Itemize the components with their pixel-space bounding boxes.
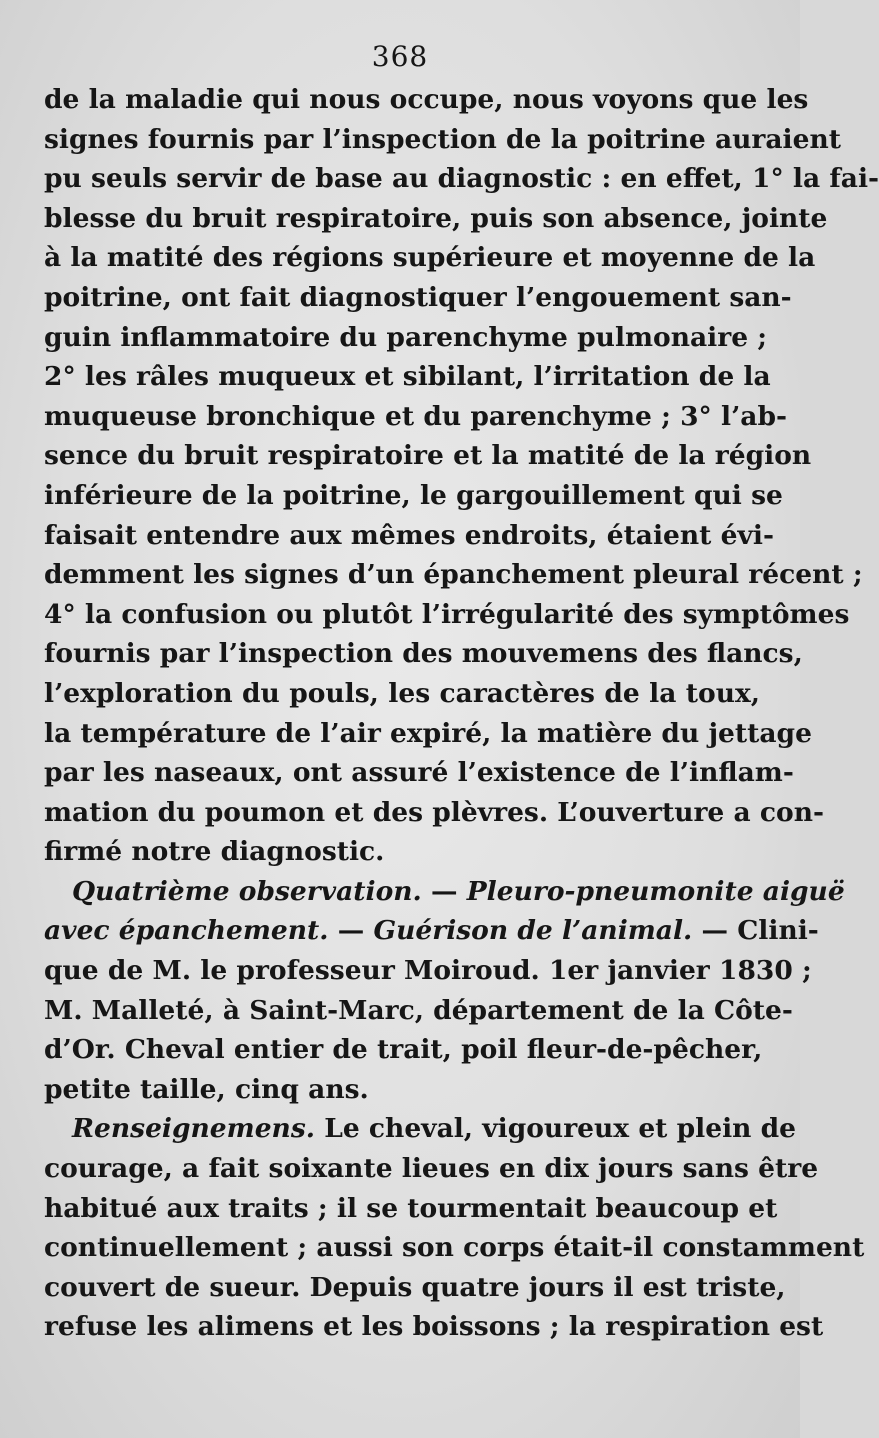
body-text bbox=[44, 80, 879, 1347]
dash-separator: — bbox=[328, 915, 374, 947]
text-line: guin inflammatoire du parenchyme pulmonaire ; bbox=[44, 321, 768, 353]
renseignemens-line bbox=[44, 1109, 797, 1149]
observation-heading-line bbox=[44, 872, 845, 912]
observation-result: Guérison de l’animal. bbox=[373, 915, 693, 947]
text-line: signes fournis par l’inspection de la poitrine auraient bbox=[44, 123, 841, 155]
text-line: de la maladie qui nous occupe, nous voyons que les bbox=[44, 84, 809, 115]
text-line: demment les signes d’un épanchement pleural récent ; bbox=[44, 559, 863, 591]
text-line: refuse les alimens et les boissons ; la respiration est bbox=[44, 1311, 824, 1343]
text-line: blesse du bruit respiratoire, puis son absence, jointe bbox=[44, 202, 828, 234]
text-line: M. Malleté, à Saint-Marc, département de la Côte- bbox=[44, 994, 793, 1026]
text-line: continuellement ; aussi son corps était-il constamment bbox=[44, 1232, 865, 1264]
text-line: poitrine, ont fait diagnostiquer l’engouement san- bbox=[44, 281, 792, 313]
text-line: inférieure de la poitrine, le gargouillement qui se bbox=[44, 479, 783, 511]
text-line: courage, a fait soixante lieues en dix jours sans être bbox=[44, 1153, 819, 1185]
text-line: 2° les râles muqueux et sibilant, l’irritation de la bbox=[44, 361, 771, 393]
text-line: à la matité des régions supérieure et moyenne de la bbox=[44, 242, 816, 274]
text-line: l’exploration du pouls, les caractères de la toux, bbox=[44, 677, 760, 709]
text-line: d’Or. Cheval entier de trait, poil fleur-de-pêcher, bbox=[44, 1034, 763, 1066]
text-line: mation du poumon et des plèvres. L’ouverture a con- bbox=[44, 796, 824, 828]
text-line: la température de l’air expiré, la matière du jettage bbox=[44, 717, 812, 749]
dash-separator: — bbox=[421, 875, 467, 907]
renseignemens-text: Le cheval, vigoureux et plein de bbox=[314, 1113, 797, 1145]
text-line: petite taille, cinq ans. bbox=[44, 1073, 369, 1105]
text-line: pu seuls servir de base au diagnostic : en effet, 1° la fai- bbox=[44, 163, 879, 195]
text-line: habitué aux traits ; il se tourmentait beaucoup et bbox=[44, 1192, 778, 1224]
text-line: muqueuse bronchique et du parenchyme ; 3° l’ab- bbox=[44, 400, 787, 432]
text-line: faisait entendre aux mêmes endroits, étaient évi- bbox=[44, 519, 774, 551]
renseignemens-label: Renseignemens. bbox=[72, 1113, 315, 1145]
text-line: sence du bruit respiratoire et la matité de la région bbox=[44, 440, 812, 472]
page-number: 368 bbox=[371, 40, 429, 73]
text-line: firmé notre diagnostic. bbox=[44, 836, 385, 868]
text-line: que de M. le professeur Moiroud. 1er janvier 1830 ; bbox=[44, 955, 812, 987]
text-line: par les naseaux, ont assuré l’existence de l’inflam- bbox=[44, 757, 794, 789]
observation-subject: Pleuro-pneumonite aiguë bbox=[466, 875, 845, 907]
observation-heading-line bbox=[44, 911, 819, 951]
text-line: couvert de sueur. Depuis quatre jours il est triste, bbox=[44, 1271, 786, 1303]
observation-title: Quatrième observation. bbox=[72, 875, 422, 907]
clinic-start: — Clini- bbox=[692, 915, 819, 947]
text-line: fournis par l’inspection des mouvemens des flancs, bbox=[44, 638, 803, 670]
observation-subject-cont: avec épanchement. bbox=[44, 915, 329, 947]
text-line: 4° la confusion ou plutôt l’irrégularité des symptômes bbox=[44, 598, 850, 630]
